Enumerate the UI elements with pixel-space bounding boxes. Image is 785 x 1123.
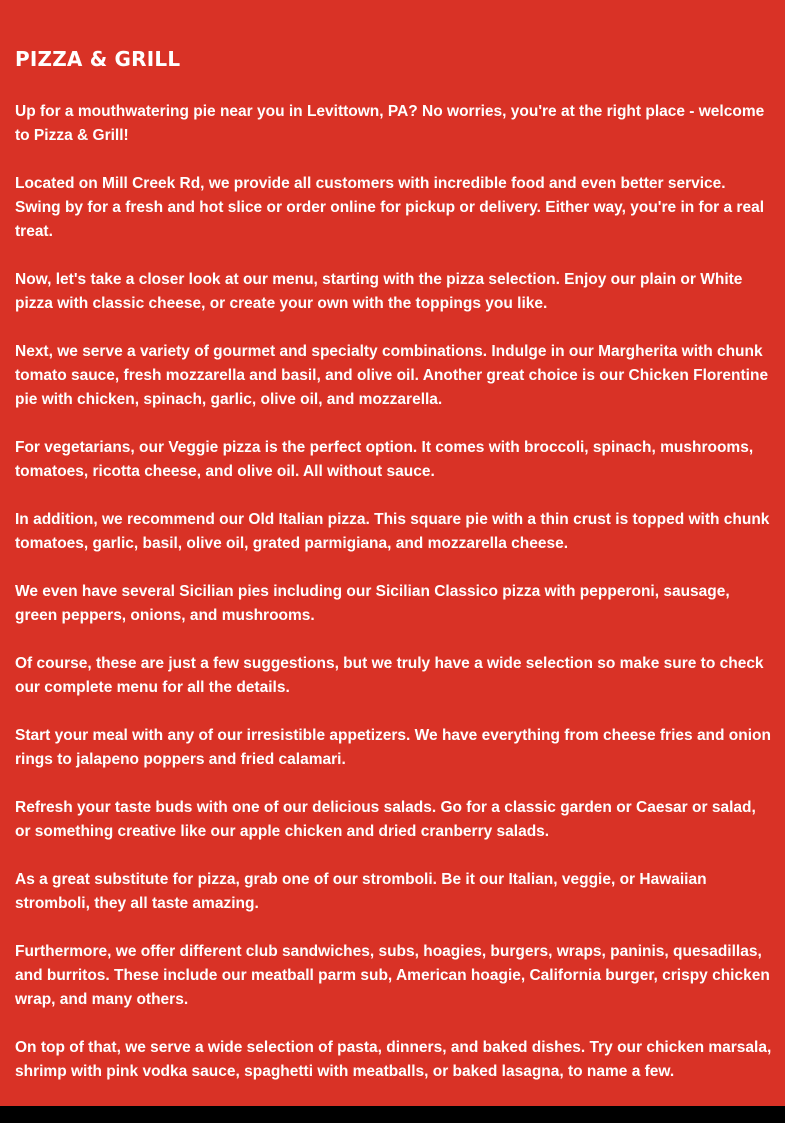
about-content (15, 44, 775, 1108)
old-italian-pizza-paragraph: In addition, we recommend our Old Italian pizza. This square pie with a thin crust is topped with chunk tomatoes, garlic, basil, olive oil, grated parmigiana, and mozzarella cheese. (15, 511, 770, 552)
page-title: PIZZA & GRILL (15, 47, 181, 71)
veggie-pizza-paragraph: For vegetarians, our Veggie pizza is the perfect option. It comes with broccoli, spinach, mushrooms, tomatoes, ricotta cheese, and olive oil. All without sauce. (15, 439, 754, 480)
stromboli-paragraph: As a great substitute for pizza, grab one of our stromboli. Be it our Italian, veggie, or Hawaiian stromboli, they all taste amazing. (15, 871, 707, 912)
appetizers-paragraph: Start your meal with any of our irresistible appetizers. We have everything from cheese fries and onion rings to jalapeno poppers and fried calamari. (15, 727, 771, 768)
bottom-bar (0, 1106, 785, 1123)
pasta-dinners-paragraph: On top of that, we serve a wide selection of pasta, dinners, and baked dishes. Try our chicken marsala, shrimp with pink vodka sauce, spaghetti with meatballs, or baked lasagna, to name a few. (15, 1039, 772, 1080)
pizza-selection-paragraph: Now, let's take a closer look at our menu, starting with the pizza selection. Enjoy our plain or White pizza with classic cheese, or create your own with the toppings you like. (15, 271, 743, 312)
location-paragraph: Located on Mill Creek Rd, we provide all customers with incredible food and even better service. Swing by for a fresh and hot slice or order online for pickup or delivery. Either way, you're in for a real treat. (15, 175, 765, 240)
specialty-pizza-paragraph: Next, we serve a variety of gourmet and specialty combinations. Indulge in our Margherita with chunk tomato sauce, fresh mozzarella and basil, and olive oil. Another great choice is our Chicken Florentine pie with chicken, spinach, garlic, olive oil, and mozzarella. (15, 343, 769, 408)
sicilian-pizza-paragraph: We even have several Sicilian pies including our Sicilian Classico pizza with pepperoni, sausage, green peppers, onions, and mushrooms. (15, 583, 730, 624)
menu-note-paragraph: Of course, these are just a few suggestions, but we truly have a wide selection so make sure to check our complete menu for all the details. (15, 655, 764, 696)
salads-paragraph: Refresh your taste buds with one of our delicious salads. Go for a classic garden or Caesar or salad, or something creative like our apple chicken and dried cranberry salads. (15, 799, 756, 840)
intro-paragraph: Up for a mouthwatering pie near you in Levittown, PA? No worries, you're at the right place - welcome to Pizza & Grill! (15, 103, 765, 144)
sandwiches-paragraph: Furthermore, we offer different club sandwiches, subs, hoagies, burgers, wraps, paninis, quesadillas, and burritos. These include our meatball parm sub, American hoagie, California burger, crispy chicken wrap, and many others. (15, 943, 770, 1008)
